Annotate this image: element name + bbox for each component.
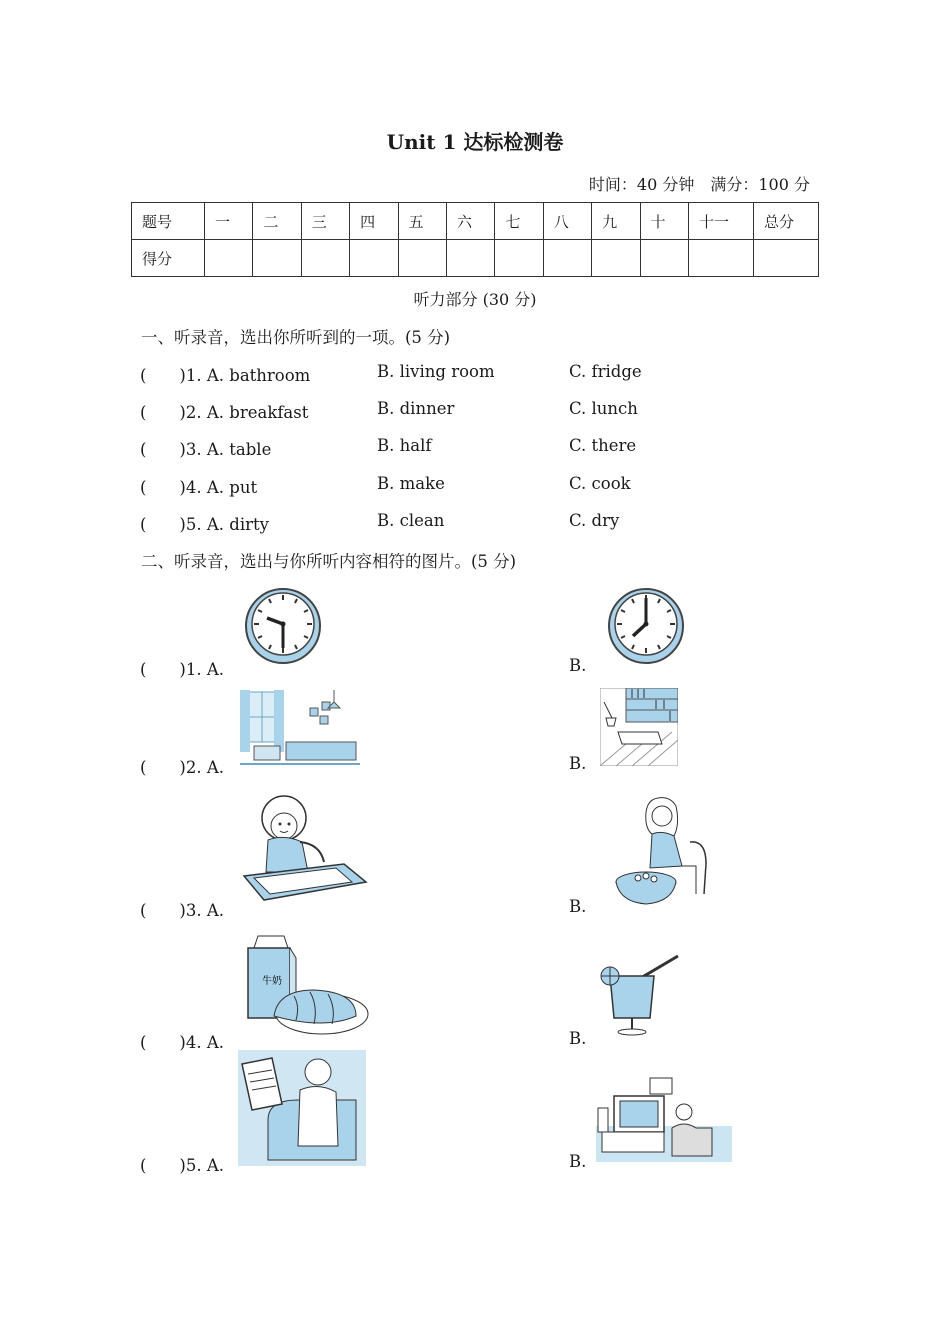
picture-option-b-label: B. <box>569 897 587 916</box>
milk-label-text: 牛奶 <box>262 976 282 987</box>
table-cell: 二 <box>253 203 301 240</box>
table-cell: 题号 <box>132 203 205 240</box>
part2-heading: 二、听录音，选出与你所听内容相符的图片。(5 分) <box>141 552 517 571</box>
score-cell[interactable] <box>543 240 591 277</box>
table-cell: 九 <box>592 203 640 240</box>
living-room-image[interactable] <box>240 690 360 768</box>
question-option-b: B. living room <box>377 362 495 381</box>
score-cell[interactable] <box>301 240 349 277</box>
score-table <box>131 202 819 277</box>
question-option-b: B. make <box>377 474 445 493</box>
picture-option-b-label: B. <box>569 754 587 773</box>
score-cell[interactable] <box>398 240 446 277</box>
watching-tv-image[interactable] <box>596 1074 732 1162</box>
question-option-a: ( )4. A. put <box>140 478 258 497</box>
clock-a-image[interactable] <box>240 586 324 666</box>
table-cell: 六 <box>446 203 494 240</box>
question-option-a: ( )1. A. bathroom <box>140 366 311 385</box>
milk-and-bread-image[interactable] <box>244 934 370 1038</box>
score-cell[interactable] <box>640 240 688 277</box>
question-option-a: ( )2. A. breakfast <box>140 403 309 422</box>
score-cell[interactable] <box>754 240 819 277</box>
juice-glass-image[interactable] <box>598 952 682 1036</box>
score-cell[interactable] <box>350 240 398 277</box>
picture-option-b-label: B. <box>569 1029 587 1048</box>
score-cell[interactable] <box>689 240 754 277</box>
question-option-c: C. fridge <box>569 362 642 381</box>
question-option-b: B. dinner <box>377 399 455 418</box>
score-cell[interactable] <box>253 240 301 277</box>
picture-question-label: ( )4. A. <box>140 1033 225 1052</box>
picture-question-label: ( )3. A. <box>140 901 225 920</box>
clock-b-image[interactable] <box>604 586 688 666</box>
man-reading-image[interactable] <box>238 1050 366 1166</box>
picture-option-b-label: B. <box>569 1152 587 1171</box>
score-cell[interactable] <box>446 240 494 277</box>
page-title: Unit 1 达标检测卷 <box>386 130 564 154</box>
score-table-score-row <box>132 240 819 277</box>
score-cell[interactable] <box>205 240 253 277</box>
question-option-c: C. lunch <box>569 399 638 418</box>
part1-heading: 一、听录音，选出你所听到的一项。(5 分) <box>141 328 451 347</box>
question-option-a: ( )3. A. table <box>140 440 272 459</box>
table-cell: 八 <box>543 203 591 240</box>
table-cell: 三 <box>301 203 349 240</box>
section-title: 听力部分 (30 分) <box>413 290 537 309</box>
time-info: 时间：40 分钟 满分：100 分 <box>588 175 810 194</box>
score-table-header-row <box>132 203 819 240</box>
table-cell: 五 <box>398 203 446 240</box>
picture-question-label: ( )1. A. <box>140 660 225 679</box>
table-cell: 十一 <box>689 203 754 240</box>
question-option-a: ( )5. A. dirty <box>140 515 269 534</box>
girl-washing-clothes-image[interactable] <box>610 794 716 906</box>
girl-washing-dishes-image[interactable] <box>240 792 370 904</box>
score-cell[interactable] <box>495 240 543 277</box>
table-cell: 七 <box>495 203 543 240</box>
question-option-b: B. half <box>377 436 432 455</box>
question-option-c: C. cook <box>569 474 631 493</box>
table-cell: 四 <box>350 203 398 240</box>
table-cell: 十 <box>640 203 688 240</box>
picture-question-label: ( )5. A. <box>140 1156 225 1175</box>
picture-question-label: ( )2. A. <box>140 758 225 777</box>
table-cell: 总分 <box>754 203 819 240</box>
question-option-b: B. clean <box>377 511 445 530</box>
picture-option-b-label: B. <box>569 656 587 675</box>
study-room-image[interactable] <box>600 688 678 766</box>
question-option-c: C. dry <box>569 511 620 530</box>
score-cell[interactable] <box>592 240 640 277</box>
question-option-c: C. there <box>569 436 637 455</box>
table-cell: 一 <box>205 203 253 240</box>
table-cell: 得分 <box>132 240 205 277</box>
